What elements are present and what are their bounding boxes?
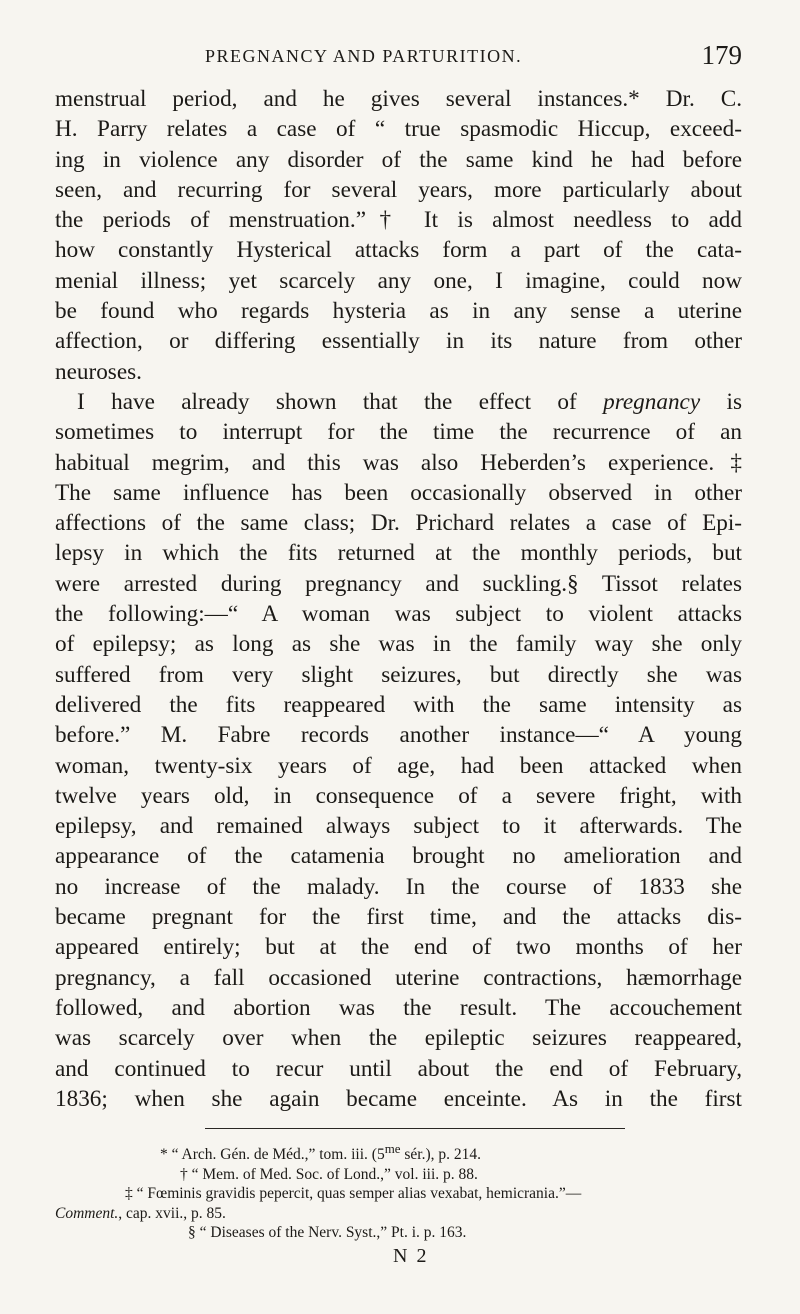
footnote-3-continued <box>55 1204 742 1224</box>
text-line: delivered the fits reappeared with the same intensity as <box>55 691 742 718</box>
paragraph-2 <box>55 387 742 1114</box>
text-line: habitual megrim, and this was also Heberden’s experience.‡ <box>55 449 742 476</box>
text-line: pregnancy, a fall occasioned uterine contractions, hæmorrhage <box>55 964 742 991</box>
superscript: me <box>384 1141 401 1157</box>
text-run: I have already shown that the effect of <box>77 388 604 415</box>
text-line: affection, or differing essentially in its nature from other <box>55 328 742 355</box>
footnote-4: § “ Diseases of the Nerv. Syst.,” Pt. i. p. 163. <box>188 1224 467 1242</box>
text-line: of epilepsy; as long as she was in the family way she only <box>55 631 742 658</box>
text-line: appearance of the catamenia brought no amelioration and <box>55 843 742 870</box>
text-line: menial illness; yet scarcely any one, I imagine, could now <box>55 267 742 294</box>
footnote-text: sér.), p. 214. <box>400 1146 481 1164</box>
text-line: be found who regards hysteria as in any sense a uterine <box>55 298 742 325</box>
footnote-text: * “ Arch. Gén. de Méd.,” tom. iii. (5 <box>160 1146 385 1164</box>
running-head <box>55 40 742 84</box>
text-line: H. Parry relates a case of “ true spasmodic Hiccup, exceed- <box>55 116 742 143</box>
footnotes <box>55 1139 742 1266</box>
text-line: menstrual period, and he gives several instances.* Dr. C. <box>55 86 742 112</box>
text-line: woman, twenty-six years of age, had been attacked when <box>55 752 742 779</box>
text-line: was scarcely over when the epileptic seizures reappeared, <box>55 1025 742 1052</box>
body-text <box>55 84 742 1114</box>
text-line: sometimes to interrupt for the time the recurrence of an <box>55 419 742 446</box>
footnote-rule <box>205 1128 625 1129</box>
text-line: seen, and recurring for several years, more particularly about <box>55 176 742 203</box>
text-line: suffered from very slight seizures, but directly she was <box>55 661 742 688</box>
text-line: how constantly Hysterical attacks form a part of the cata- <box>55 237 742 264</box>
text-line: before.” M. Fabre records another instance—“ A young <box>55 722 742 749</box>
text-line: epilepsy, and remained always subject to it afterwards. The <box>55 813 742 840</box>
running-title: PREGNANCY AND PARTURITION. <box>205 46 523 66</box>
signature-mark: N 2 <box>393 1244 429 1267</box>
text-line: were arrested during pregnancy and suckling.§ Tissot relates <box>55 570 742 597</box>
footnote-3: ‡ “ Fœminis gravidis pepercit, quas semper alias vexabat, hemicrania.”— <box>125 1185 582 1203</box>
text-line: 1836; when she again became enceinte. As in the first <box>55 1085 742 1112</box>
paragraph-1 <box>55 84 742 387</box>
text-line: affections of the same class; Dr. Prichard relates a case of Epi- <box>55 510 742 537</box>
text-line: no increase of the malady. In the course of 1833 she <box>55 873 742 900</box>
page-number: 179 <box>701 40 742 70</box>
text-line: neuroses. <box>55 358 142 385</box>
text-line: the following:—“ A woman was subject to violent attacks <box>55 601 742 628</box>
text-line: and continued to recur until about the end of February, <box>55 1055 742 1082</box>
text-line: followed, and abortion was the result. The accouchement <box>55 994 742 1021</box>
footnote-1 <box>55 1139 742 1165</box>
text-line: appeared entirely; but at the end of two months of her <box>55 934 742 961</box>
text-line: twelve years old, in consequence of a severe fright, with <box>55 782 742 809</box>
text-run: is <box>700 388 742 415</box>
text-line: became pregnant for the first time, and the attacks dis- <box>55 904 742 931</box>
text-line: the periods of menstruation.”† It is almost needless to add <box>55 207 742 234</box>
text-line: The same influence has been occasionally observed in other <box>55 479 742 506</box>
italic-term: pregnancy <box>603 388 701 415</box>
italic-term: Comment. <box>55 1204 119 1222</box>
footnote-2: † “ Mem. of Med. Soc. of Lond.,” vol. iii. p. 88. <box>180 1165 478 1183</box>
text-line: lepsy in which the fits returned at the monthly periods, but <box>55 540 742 567</box>
text-line <box>55 387 742 417</box>
text-line: ing in violence any disorder of the same kind he had before <box>55 146 742 173</box>
footnote-text: , cap. xvii., p. 85. <box>118 1204 226 1222</box>
